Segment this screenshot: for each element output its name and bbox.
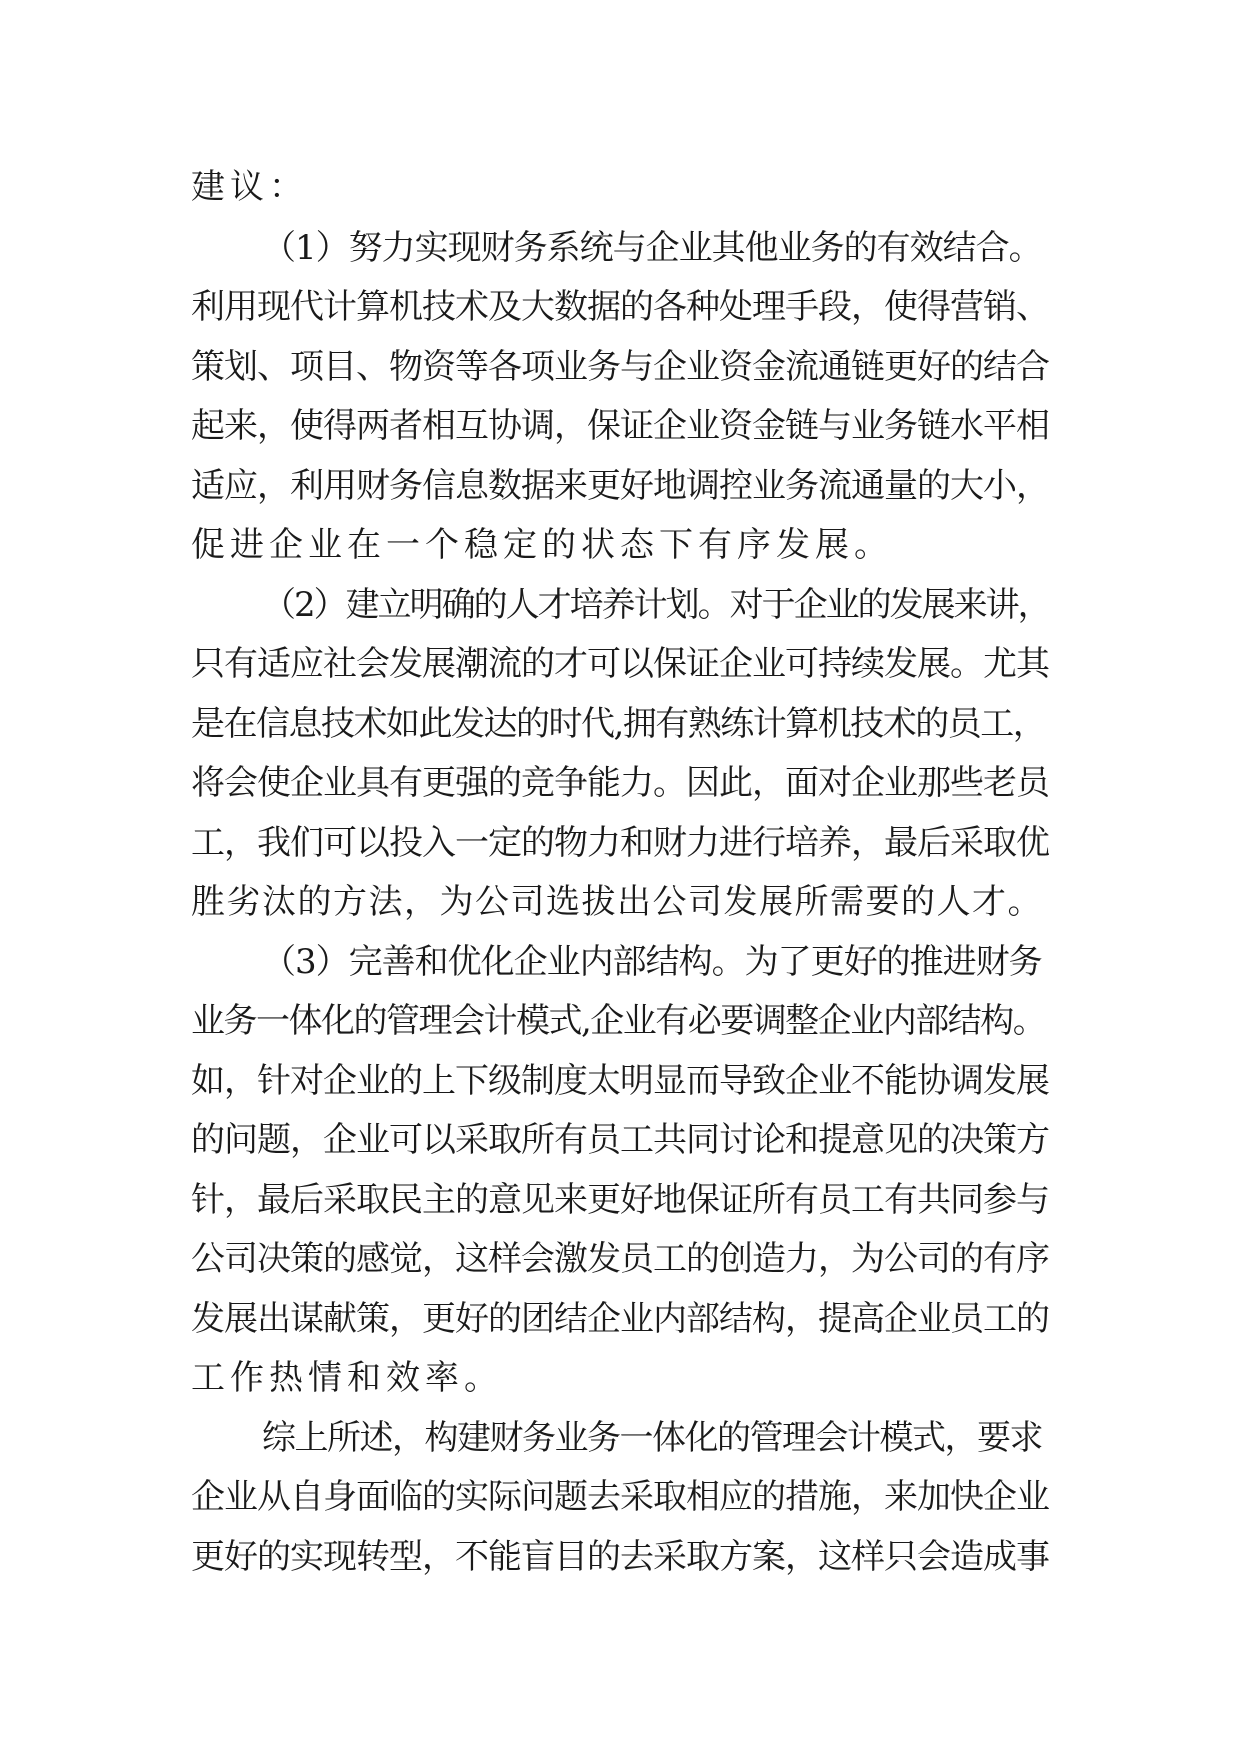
text-line: 业务一体化的管理会计模式,企业有必要调整企业内部结构。	[191, 1001, 1046, 1041]
text-line: 促进企业在一个稳定的状态下有序发展。	[191, 525, 893, 565]
text-line: 发展出谋献策，更好的团结企业内部结构，提高企业员工的	[191, 1299, 1049, 1339]
text-line: 利用现代计算机技术及大数据的各种处理手段，使得营销、	[191, 287, 1049, 327]
text-line: 的问题，企业可以采取所有员工共同讨论和提意见的决策方	[191, 1120, 1049, 1160]
text-line: 更好的实现转型，不能盲目的去采取方案，这样只会造成事	[191, 1537, 1049, 1577]
text-line: 建议：	[191, 167, 308, 207]
text-line: 是在信息技术如此发达的时代,拥有熟练计算机技术的员工，	[191, 704, 1046, 744]
text-line: 工，我们可以投入一定的物力和财力进行培养，最后采取优	[191, 823, 1049, 863]
text-line: 将会使企业具有更强的竞争能力。因此，面对企业那些老员	[191, 763, 1049, 803]
text-line: 如，针对企业的上下级制度太明显而导致企业不能协调发展	[191, 1061, 1049, 1101]
text-line: 胜劣汰的方法，为公司选拔出公司发展所需要的人才。	[191, 882, 1043, 922]
text-line: 适应，利用财务信息数据来更好地调控业务流通量的大小，	[191, 466, 1049, 506]
text-line: 只有适应社会发展潮流的才可以保证企业可持续发展。尤其	[191, 644, 1049, 684]
text-line: 公司决策的感觉，这样会激发员工的创造力，为公司的有序	[191, 1239, 1049, 1279]
text-line: 工作热情和效率。	[191, 1358, 503, 1398]
text-line: 起来，使得两者相互协调，保证企业资金链与业务链水平相	[191, 406, 1049, 446]
text-line: 针，最后采取民主的意见来更好地保证所有员工有共同参与	[191, 1180, 1049, 1220]
paragraph-heading-3: （3）完善和优化企业内部结构。为了更好的推进财务	[262, 942, 1042, 982]
text-line: 企业从自身面临的实际问题去采取相应的措施，来加快企业	[191, 1477, 1049, 1517]
paragraph-heading-1: （1）努力实现财务系统与企业其他业务的有效结合。	[262, 228, 1042, 268]
text-line: 策划、项目、物资等各项业务与企业资金流通链更好的结合	[191, 347, 1049, 387]
summary-paragraph-start: 综上所述，构建财务业务一体化的管理会计模式，要求	[262, 1418, 1042, 1458]
paragraph-heading-2: （2）建立明确的人才培养计划。对于企业的发展来讲，	[262, 585, 1050, 625]
